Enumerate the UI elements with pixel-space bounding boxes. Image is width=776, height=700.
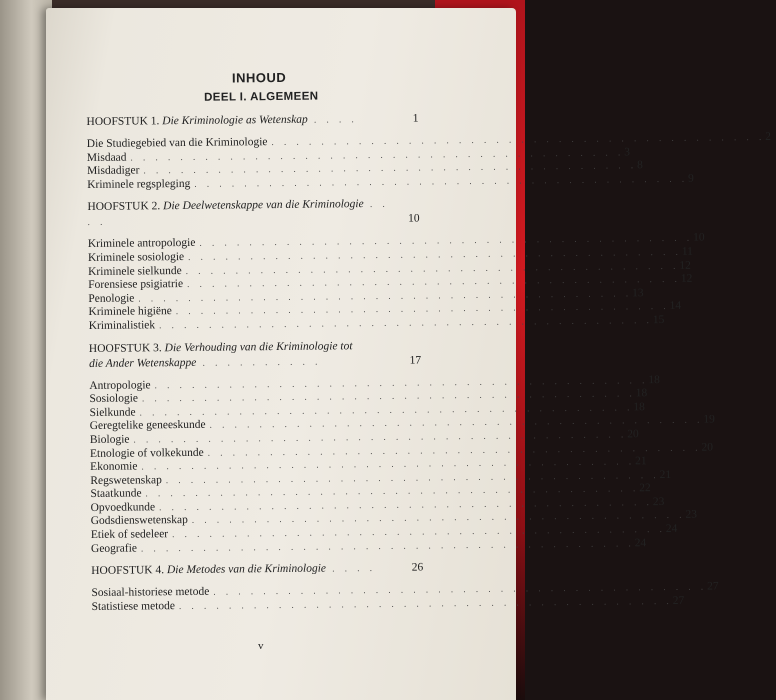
entry-page-number: 27 (706, 580, 719, 593)
entry-page-number: 13 (632, 286, 644, 300)
entry-label: Die Studiegebied van die Kriminologie (86, 136, 268, 150)
leader-dots: . . . . . . . . . . . . . . . . . . . . . . . . . . . . . . . . . . . . . . . . (209, 414, 704, 431)
entry-label: Penologie (88, 292, 135, 305)
entry-page-number: 10 (693, 231, 705, 245)
chapter-page-number: 17 (409, 354, 422, 367)
leader-dots: . . . . . . . . . . . . . . . . . . . . . . . . . . . . . . . . . . . . . . . . (141, 456, 636, 472)
leader-dots: . . . . . . . . . . . . . . . . . . . . . . . . . . . . . . . . . . . . . . . . (165, 469, 660, 485)
entry-label: Kriminele regspleging (87, 177, 191, 191)
entry-label: Kriminalistiek (88, 319, 156, 332)
entry-page-number: 21 (635, 455, 647, 468)
entry-label: Kriminele sielkunde (88, 264, 182, 278)
chapter-title: Die Verhouding van die Kriminologie tot (164, 339, 353, 354)
entry-label: Antropologie (89, 378, 151, 392)
leader-dots: . . . . . . . . . . . . . . . . . . . . . . . . . . . . . . . . . . . . . . . . (172, 524, 666, 540)
leader-dots: . . . . (307, 114, 358, 125)
chapter-4 (91, 561, 719, 615)
chapter-title: Die Metodes van die Kriminologie (166, 562, 327, 577)
chapter-heading (89, 338, 421, 371)
toc-entry (88, 313, 665, 333)
table-of-contents (86, 69, 772, 615)
chapter-3 (88, 338, 715, 556)
leader-dots: . . . . . . . . . . . . . . . . . . . . . . . . . . . . . . . . . . . . . . . . (130, 146, 625, 163)
chapter-1 (86, 112, 772, 193)
leader-dots: . . . . (87, 199, 389, 228)
entry-label: Godsdienswetenskap (90, 514, 188, 528)
entry-page-number: 3 (624, 145, 631, 158)
leader-dots: . . . . . . . . . . . . . . . . . . . . . . . . . . . . . . . . . . . . . . . . (175, 301, 670, 317)
entry-label: Geregtelike geneeskunde (89, 419, 206, 433)
leader-dots: . . . . . . . . . . . . . . . . . . . . . . . . . . . . . . . . . . . . . . . . (185, 260, 680, 276)
entry-page-number: 18 (648, 373, 660, 386)
leader-dots: . . . . . . . . . . . . . . . . . . . . . . . . . . . . . . . . . . . . . . . . (143, 160, 638, 176)
chapter-list (86, 112, 772, 615)
entry-page-number: 2 (765, 130, 772, 143)
entry-label: Sosiaal-historiese metode (91, 585, 210, 600)
leader-dots: . . . . . . . . . . . . . . . . . . . . . . . . . . . . . . . . . . . . . . . . (188, 246, 682, 262)
chapter-page-number: 10 (407, 212, 420, 226)
entry-page-number: 22 (639, 482, 651, 495)
entry-page-number: 12 (680, 272, 693, 285)
leader-dots: . . . . . . . . . . . . . . . . . . . . . . . . . . . . . . . . . . . . . . . . (138, 288, 633, 304)
entry-label: Opvoedkunde (90, 501, 156, 514)
leader-dots: . . . . . . . . . . . . . . . . . . . . . . . . . . . . . . . . . . . . . . . . (145, 483, 640, 499)
chapter-2 (87, 197, 705, 334)
entry-page-number: 23 (652, 495, 665, 508)
chapter-prefix: HOOFSTUK 1. (86, 115, 160, 128)
leader-dots: . . . . . . . . . . . . . . . . . . . . . . . . . . . . . . . . . . . . . . . . (271, 131, 766, 148)
leader-dots: . . . . . . . . . . . . . . . . . . . . . . . . . . . . . . . . . . . . . . . . (154, 374, 649, 390)
left-page-edge (0, 0, 52, 700)
entry-label: Ekonomie (90, 460, 138, 474)
chapter-page-number: 1 (412, 112, 419, 125)
leader-dots: . . . . . . . . . . . . . . . . . . . . . . . . . . . . . . . . . . . . . . . . (213, 581, 708, 597)
chapter-heading (87, 197, 419, 230)
leader-dots: . . . . . . . . . . . . . . . . . . . . . . . . . . . . . . . . . . . . . . . . (159, 315, 653, 331)
entry-page-number: 9 (687, 172, 694, 185)
toc-title: INHOUD (231, 69, 287, 86)
chapter-page-number: 26 (411, 561, 424, 574)
entry-label: Misdaad (86, 151, 127, 164)
leader-dots: . . . . . . . . . . . . . . . . . . . . . . . . . . . . . . . . . . . . . . . . (191, 510, 686, 526)
entry-label: Sielkunde (89, 406, 136, 419)
entry-page-number: 20 (627, 428, 639, 441)
leader-dots: . . . . . . . . . . . . . . . . . . . . . . . . . . . . . . . . . . . . . . . . (141, 388, 636, 404)
leader-dots: . . . . . . . . . . . . . . . . . . . . . . . . . . . . . . . . . . . . . . . . (133, 429, 628, 445)
page-number: v (258, 640, 264, 652)
chapter-title-continued: die Ander Wetenskappe (88, 356, 197, 370)
entry-page-number: 23 (685, 509, 698, 522)
leader-dots: . . . . . . . . . . . . . . . . . . . . . . . . . . . . . . . . . . . . . . . . (178, 595, 673, 611)
entry-label: Kriminele antropologie (87, 237, 196, 251)
entry-label: Kriminele higiëne (88, 305, 172, 319)
entry-page-number: 19 (703, 413, 715, 426)
entry-page-number: 18 (635, 387, 648, 400)
chapter-prefix: HOOFSTUK 2. (87, 200, 161, 214)
entry-label: Biologie (89, 433, 130, 446)
leader-dots: . . . . . . . . . . . . . . . . . . . . . . . . . . . . . . . . . . . . . . . . (207, 442, 702, 458)
entry-page-number: 18 (633, 400, 645, 414)
entry-label: Geografie (90, 542, 138, 555)
entry-page-number: 24 (665, 522, 678, 536)
entry-label: Forensiese psigiatrie (88, 278, 184, 292)
entry-label: Etnologie of volkekunde (89, 446, 204, 460)
chapter-prefix: HOOFSTUK 3. (88, 341, 162, 355)
leader-dots: . . . . . . . . . . . . . . . . . . . . . . . . . . . . . . . . . . . . . . . . (140, 537, 635, 554)
toc-entry (87, 172, 694, 192)
entry-label: Kriminele sosiologie (87, 250, 185, 264)
leader-dots: . . . . . . . . . . . . . . . . . . . . . . . . . . . . . . . . . . . . . . . . (199, 233, 694, 249)
entry-page-number: 24 (634, 536, 647, 549)
entry-label: Misdadiger (86, 164, 140, 178)
chapter-title: Die Kriminologie as Wetenskap (162, 113, 308, 128)
entry-page-number: 21 (659, 468, 672, 481)
section-heading: DEEL I. ALGEMEEN (204, 90, 319, 104)
entry-label: Staatkunde (90, 487, 142, 501)
entry-label: Etiek of sedeleer (90, 528, 169, 542)
entry-page-number: 15 (652, 313, 665, 327)
leader-dots: . . . . . . . . . . . . . . . . . . . . . . . . . . . . . . . . . . . . . . . . (159, 496, 653, 513)
leader-dots: . . . . . . . . . . . . . . . . . . . . . . . . . . . . . . . . . . . . . . . . (139, 402, 634, 418)
entry-label: Statistiese metode (91, 599, 176, 613)
chapter-title: Die Deelwetenskappe van die Kriminologie (163, 198, 364, 213)
entry-page-number: 11 (681, 245, 693, 258)
entry-page-number: 27 (672, 594, 685, 607)
entry-page-number: 20 (701, 440, 713, 454)
leader-dots: . . . . . . . . . . . . . . . . . . . . . . . . . . . . . . . . . . . . . . . . (194, 173, 689, 189)
leader-dots: . . . . . . . . . . . . . . . . . . . . . . . . . . . . . . . . . . . . . . . . (187, 273, 681, 290)
leader-dots: . . . . (325, 563, 377, 574)
toc-entry (90, 536, 647, 556)
entry-page-number: 14 (669, 300, 682, 313)
leader-dots: . . . . . . . . . . (196, 356, 322, 368)
entry-label: Sosiologie (89, 392, 139, 406)
chapter-prefix: HOOFSTUK 4. (91, 564, 165, 578)
entry-page-number: 8 (637, 159, 643, 172)
entry-label: Regswetenskap (90, 473, 162, 487)
entry-page-number: 12 (679, 259, 691, 272)
